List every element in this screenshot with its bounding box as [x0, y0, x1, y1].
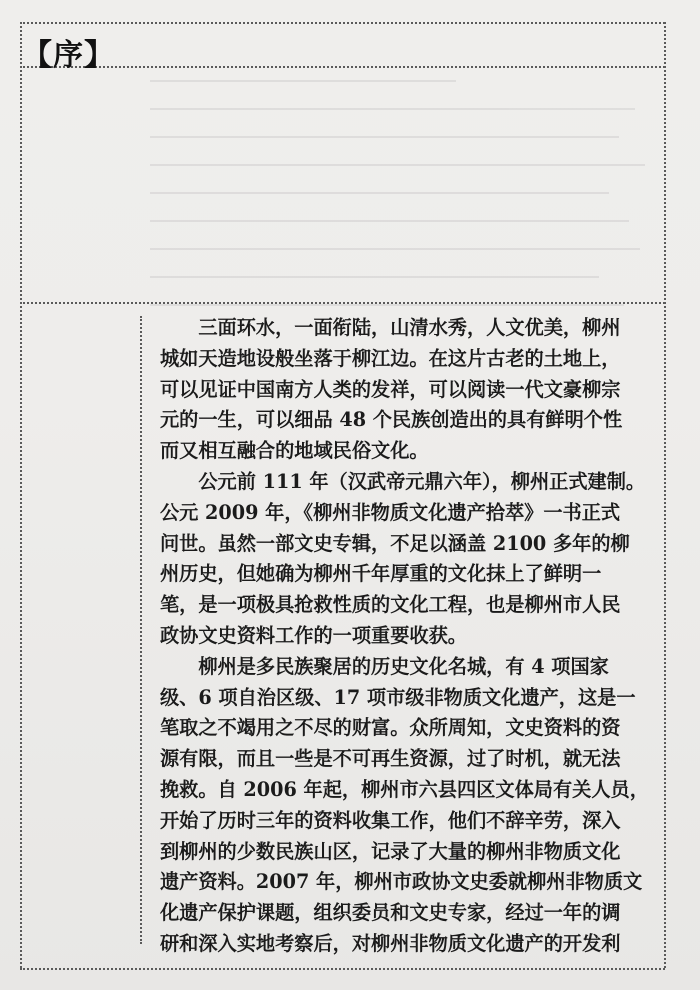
- text-line: 问世。虽然一部文史专辑，不足以涵盖 2100 多年的柳: [160, 531, 630, 555]
- text-line: 笔取之不竭用之不尽的财富。众所周知，文史资料的资: [160, 716, 621, 740]
- paragraph: [160, 652, 650, 960]
- paragraph: [160, 467, 650, 652]
- paragraph: [160, 313, 650, 467]
- section-title: 【序】: [22, 38, 115, 73]
- text-line: 级、6 项自治区级、17 项市级非物质文化遗产，这是一: [160, 685, 636, 709]
- text-line: 公元 2009 年，《柳州非物质文化遗产拾萃》一书正式: [160, 500, 621, 524]
- text-line: 柳州是多民族聚居的历史文化名城，有 4 项国家: [160, 654, 609, 678]
- text-line: 源有限，而且一些是不可再生资源，过了时机，就无法: [160, 747, 621, 771]
- left-border-line: [20, 22, 22, 968]
- text-line: 到柳州的少数民族山区，记录了大量的柳州非物质文化: [160, 839, 621, 863]
- text-line: 研和深入实地考察后，对柳州非物质文化遗产的开发利: [160, 931, 621, 955]
- preface-body-text: [160, 313, 650, 960]
- text-line: 元的一生，可以细品 48 个民族创造出的具有鲜明个性: [160, 408, 623, 432]
- bleed-through-text: [150, 80, 660, 340]
- text-line: 公元前 111 年（汉武帝元鼎六年），柳州正式建制。: [160, 469, 646, 493]
- right-border-line: [664, 22, 666, 968]
- text-line: 遗产资料。2007 年，柳州市政协文史委就柳州非物质文: [160, 870, 643, 894]
- text-line: 州历史，但她确为柳州千年厚重的文化抹上了鲜明一: [160, 562, 602, 586]
- title-underline-rule: [20, 66, 665, 68]
- image-area-bottom-rule: [20, 302, 665, 304]
- top-border-rule: [20, 22, 665, 24]
- text-line: 笔，是一项极具抢救性质的文化工程，也是柳州市人民: [160, 593, 621, 617]
- text-line: 而又相互融合的地域民俗文化。: [160, 439, 429, 463]
- text-line: 开始了历时三年的资料收集工作，他们不辞辛劳，深入: [160, 808, 621, 832]
- inner-margin-line: [140, 316, 142, 944]
- text-line: 可以见证中国南方人类的发祥，可以阅读一代文豪柳宗: [160, 377, 621, 401]
- text-line: 政协文史资料工作的一项重要收获。: [160, 623, 467, 647]
- text-line: 三面环水，一面衔陆，山清水秀，人文优美，柳州: [160, 316, 621, 339]
- bottom-border-rule: [20, 968, 665, 970]
- text-line: 挽救。自 2006 年起，柳州市六县四区文体局有关人员，: [160, 777, 649, 801]
- text-line: 化遗产保护课题，组织委员和文史专家，经过一年的调: [160, 901, 621, 925]
- text-line: 城如天造地设般坐落于柳江边。在这片古老的土地上，: [160, 346, 621, 370]
